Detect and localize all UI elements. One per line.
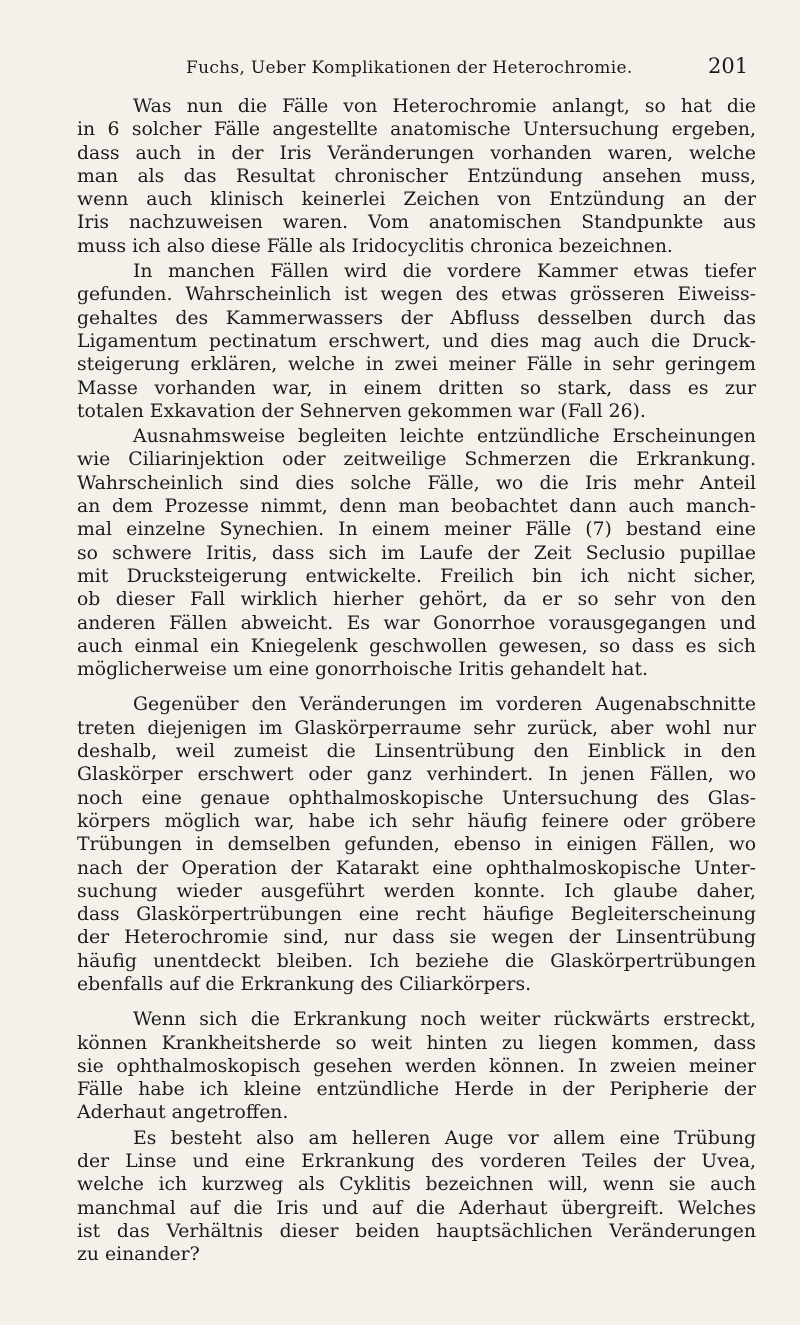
text-line: Fälle habe ich kleine entzündliche Herde in der Peripherie der [77,1079,756,1101]
text-line: dass auch in der Iris Veränderungen vorhanden waren, welche [77,142,756,164]
text-line: Gegenüber den Veränderungen im vorderen Augenabschnitte [133,694,756,716]
text-line: ist das Verhältnis dieser beiden hauptsächlichen Veränderungen [77,1220,756,1242]
text-line: Ligamentum pectinatum erschwert, und dies mag auch die Druck- [77,330,756,352]
paragraph [77,693,756,996]
text-line: nach der Operation der Katarakt eine ophthalmoskopische Unter- [77,857,756,879]
text-line: zu einander? [77,1244,200,1266]
text-line: wenn auch klinisch keinerlei Zeichen von Entzündung an der [77,189,756,211]
text-line: ebenfalls auf die Erkrankung des Ciliarkörpers. [77,973,532,995]
page-number: 201 [708,54,749,78]
text-line: körpers möglich war, habe ich sehr häufig feinere oder gröbere [77,810,756,832]
text-line: möglicherweise um eine gonorrhoische Iritis gehandelt hat. [77,659,648,681]
text-line: Wenn sich die Erkrankung noch weiter rückwärts erstreckt, [133,1009,756,1031]
text-line: noch eine genaue ophthalmoskopische Untersuchung des Glas- [77,787,756,809]
text-line: Trübungen in demselben gefunden, ebenso in einigen Fällen, wo [77,834,756,856]
text-line: häufig unentdeckt bleiben. Ich beziehe die Glaskörpertrübungen [77,950,756,972]
text-line: Iris nachzuweisen waren. Vom anatomischen Standpunkte aus [77,212,756,234]
text-line: gehaltes des Kammerwassers der Abfluss desselben durch das [77,307,756,329]
text-line: Wahrscheinlich sind dies solche Fälle, wo die Iris mehr Anteil [77,472,756,494]
text-line: Es besteht also am helleren Auge vor allem eine Trübung [133,1127,756,1149]
paragraph [77,1008,756,1124]
page-header [0,52,800,84]
text-line: manchmal auf die Iris und auf die Aderhaut übergreift. Welches [77,1197,756,1219]
text-line: Ausnahmsweise begleiten leichte entzündliche Erscheinungen [133,426,756,448]
text-line: deshalb, weil zumeist die Linsentrübung den Einblick in den [77,741,756,763]
paragraph [77,260,756,423]
paragraph [77,1127,756,1267]
text-line: der Linse und eine Erkrankung des vorderen Teiles der Uvea, [77,1151,756,1173]
text-line: Glaskörper erschwert oder ganz verhindert. In jenen Fällen, wo [77,764,756,786]
text-line: welche ich kurzweg als Cyklitis bezeichnen will, wenn sie auch [77,1174,756,1196]
text-line: muss ich also diese Fälle als Iridocyclitis chronica bezeichnen. [77,235,673,257]
paragraph-gap [77,681,756,693]
text-line: an dem Prozesse nimmt, denn man beobachtet dann auch manch- [77,496,756,518]
text-line: totalen Exkavation der Sehnerven gekommen war (Fall 26). [77,400,646,422]
text-line: Masse vorhanden war, in einem dritten so stark, dass es zur [77,377,756,399]
text-line: anderen Fällen abweicht. Es war Gonorrhoe vorausgegangen und [77,612,756,634]
paragraph [77,95,756,258]
text-line: der Heterochromie sind, nur dass sie wegen der Linsentrübung [77,927,756,949]
text-line: dass Glaskörpertrübungen eine recht häufige Begleiterscheinung [77,904,756,926]
body-text [77,95,756,1267]
paragraph-gap [77,996,756,1008]
text-line: suchung wieder ausgeführt werden konnte. Ich glaube daher, [77,880,756,902]
text-line: gefunden. Wahrscheinlich ist wegen des etwas grösseren Eiweiss- [77,284,756,306]
text-line: ob dieser Fall wirklich hierher gehört, da er so sehr von den [77,589,756,611]
text-line: man als das Resultat chronischer Entzündung ansehen muss, [77,165,756,187]
text-line: sie ophthalmoskopisch gesehen werden können. In zweien meiner [77,1055,756,1077]
text-line: können Krankheitsherde so weit hinten zu liegen kommen, dass [77,1032,756,1054]
text-line: Was nun die Fälle von Heterochromie anlangt, so hat die [133,96,756,117]
text-line: auch einmal ein Kniegelenk geschwollen gewesen, so dass es sich [77,635,756,657]
text-line: mit Drucksteigerung entwickelte. Freilich bin ich nicht sicher, [77,565,756,587]
text-line: Aderhaut angetroffen. [77,1102,289,1124]
text-line: in 6 solcher Fälle angestellte anatomische Untersuchung ergeben, [77,119,756,141]
text-line: wie Ciliarinjektion oder zeitweilige Schmerzen die Erkrankung. [77,449,756,471]
text-line: mal einzelne Synechien. In einem meiner Fälle (7) bestand eine [77,519,756,541]
text-line: steigerung erklären, welche in zwei meiner Fälle in sehr geringem [77,354,756,376]
text-line: so schwere Iritis, dass sich im Laufe der Zeit Seclusio pupillae [77,542,756,564]
text-line: treten diejenigen im Glaskörperraume sehr zurück, aber wohl nur [77,717,756,739]
paragraph [77,425,756,681]
text-line: In manchen Fällen wird die vordere Kammer etwas tiefer [133,261,756,283]
running-title: Fuchs, Ueber Komplikationen der Heterochromie. [186,58,633,78]
